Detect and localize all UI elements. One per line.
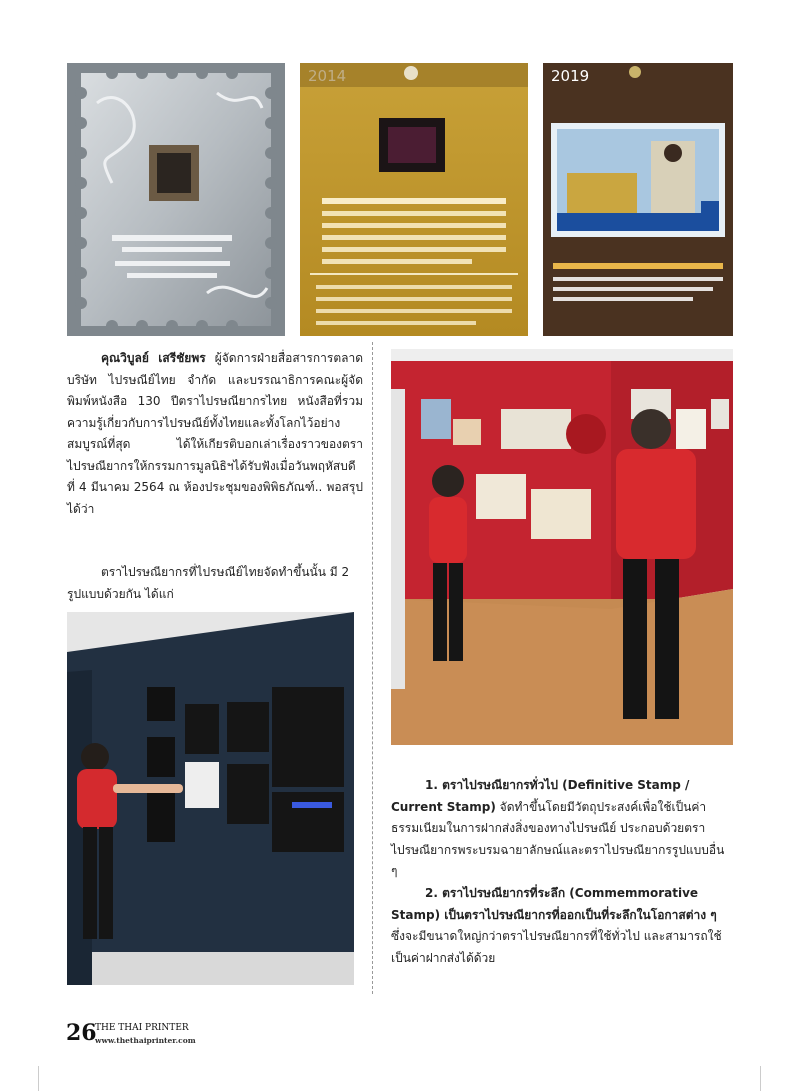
definitive-heading: 1. ตราไปรษณียากรทั่วไป (Definitive Stamp / Current Stamp) xyxy=(391,778,690,814)
types-intro-paragraph xyxy=(67,562,363,605)
photo-museum-red-room xyxy=(391,349,733,745)
photo-stamp-panel-2014 xyxy=(300,63,528,336)
intro-body: ผู้จัดการฝ่ายสื่อสารการตลาด บริษัท ไปรษณีย์ไทย จำกัด และบรรณาธิการคณะผู้จัดพิมพ์หนังสือ 130 ปีตราไปรษณียากรไทย หนังสือที่รวมความรู้เกี่ยวกับการไปรษณีย์ทั้งไทยและทั้งโลกไว้อย่างสมบูรณ์ที่สุด ได้ให้เกียรติบอกเล่าเรื่องราวของตราไปรษณียากรให้กรรมการมูลนิธิฯได้รับฟังเมื่อวันพฤหัสบดีที่ 4 มีนาคม 2564 ณ ห้องประชุมของพิพิธภัณฑ์.. พอสรุปได้ว่า xyxy=(67,351,363,516)
magazine-website: www.thethaiprinter.com xyxy=(95,1036,196,1045)
photo-engraved-stamp-plaque xyxy=(67,63,285,336)
commemorative-body: ซึ่งจะมีขนาดใหญ่กว่าตราไปรษณียากรที่ใช้ทั่วไป และสามารถใช้เป็นค่าฝากส่งได้ด้วย xyxy=(391,929,722,965)
crop-mark xyxy=(760,1066,761,1091)
definitive-stamp-section xyxy=(391,775,733,883)
commemorative-heading: 2. ตราไปรษณียากรที่ระลึก (Commemmorative Stamp) เป็นตราไปรษณียากรที่ออกเป็นที่ระลึกในโอกาสต่าง ๆ xyxy=(391,886,717,922)
types-intro: ตราไปรษณียากรที่ไปรษณีย์ไทยจัดทำขึ้นนั้น มี 2 รูปแบบด้วยกัน ได้แก่ xyxy=(67,565,350,601)
page-number: 26 xyxy=(66,1020,97,1046)
column-divider xyxy=(372,342,373,994)
photo-extraordinary-stamps-wall xyxy=(67,612,354,985)
magazine-name: THE THAI PRINTER xyxy=(95,1023,189,1033)
exhibit-year-2019: 2019 xyxy=(551,67,590,85)
crop-mark xyxy=(38,1066,39,1091)
commemorative-stamp-section xyxy=(391,883,733,969)
definitive-body: จัดทำขึ้นโดยมีวัตถุประสงค์เพื่อใช้เป็นค่าธรรมเนียมในการฝากส่งสิ่งของทางไปรษณีย์ ประกอบด้วยตราไปรษณียากรพระบรมฉายาลักษณ์และตราไปรษณียากรรูปแบบอื่น ๆ xyxy=(391,799,725,878)
intro-name: คุณวิบูลย์ เสรีชัยพร xyxy=(101,351,206,365)
intro-paragraph xyxy=(67,348,363,520)
photo-stamp-panel-2019 xyxy=(543,63,733,336)
